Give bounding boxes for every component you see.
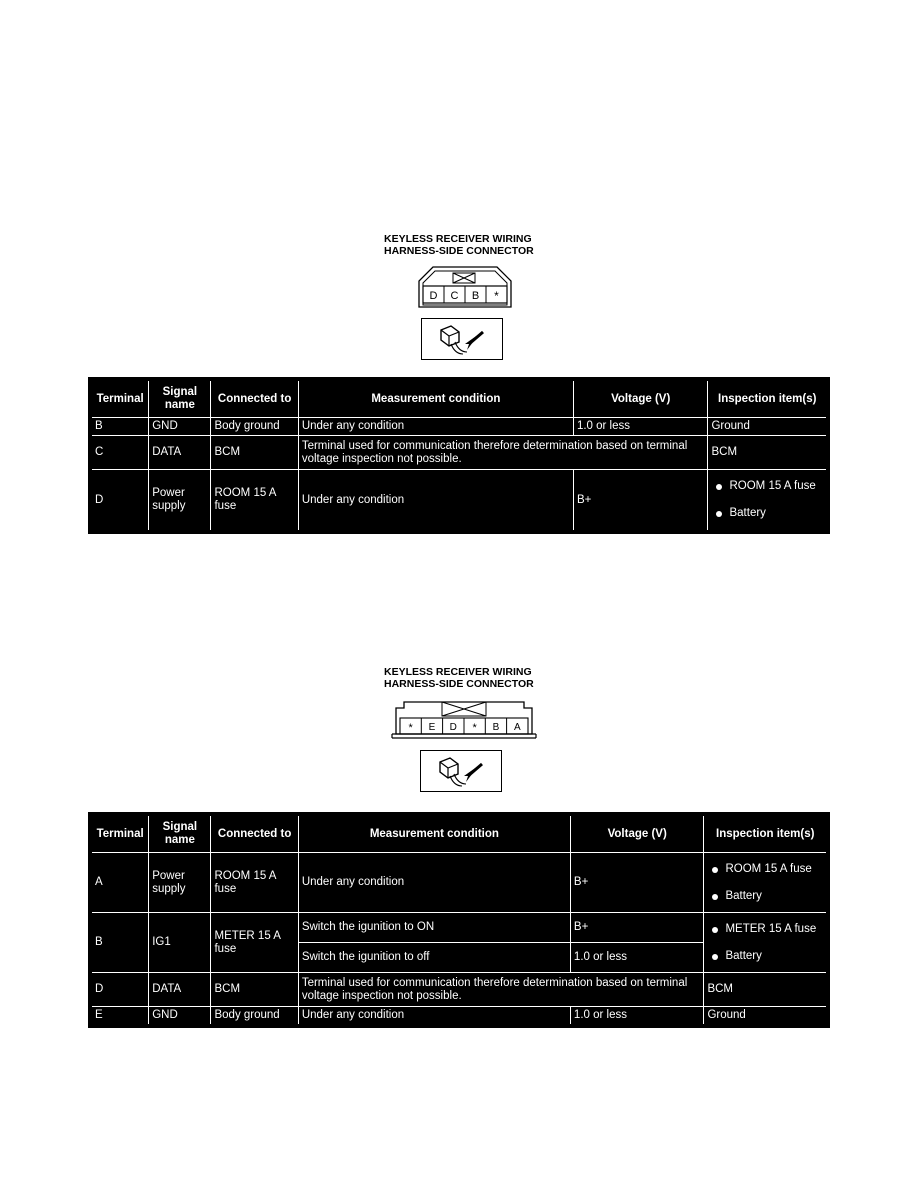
inspection-list <box>711 480 823 520</box>
pin-label: B <box>492 722 500 733</box>
pin-label: B <box>471 290 480 302</box>
cell-terminal: A <box>91 853 149 913</box>
cell-terminal: B <box>91 418 149 436</box>
cell-condition: Terminal used for communication therefore determination based on terminal voltage inspection not possible. <box>298 973 704 1007</box>
cell-inspection: BCM <box>708 436 828 470</box>
cell-inspection <box>704 913 828 973</box>
connector-title-line: KEYLESS RECEIVER WIRING <box>384 233 532 245</box>
cell-condition: Terminal used for communication therefore determination based on terminal voltage inspection not possible. <box>298 436 708 470</box>
probe-icon-1 <box>421 318 503 360</box>
cell-terminal: E <box>91 1007 149 1026</box>
cell-connected: ROOM 15 A fuse <box>211 853 298 913</box>
cell-voltage: B+ <box>570 913 704 943</box>
table-row <box>91 973 828 1007</box>
header-signal-name: Signal name <box>149 380 211 418</box>
cell-voltage: B+ <box>573 470 708 532</box>
list-item: Battery <box>707 890 823 903</box>
table-row <box>91 418 828 436</box>
cell-signal: GND <box>149 1007 211 1026</box>
cell-voltage: 1.0 or less <box>573 418 708 436</box>
cell-terminal: D <box>91 973 149 1007</box>
cell-inspection <box>704 853 828 913</box>
list-item: Battery <box>707 950 823 963</box>
table-row <box>91 470 828 532</box>
cell-terminal: B <box>91 913 149 973</box>
cell-signal: Power supply <box>149 853 211 913</box>
header-voltage: Voltage (V) <box>570 815 704 853</box>
inspection-list <box>707 863 823 903</box>
list-item: METER 15 A fuse <box>707 923 823 936</box>
cell-terminal: D <box>91 470 149 532</box>
table-row <box>91 436 828 470</box>
connector-title-line: HARNESS-SIDE CONNECTOR <box>384 245 534 257</box>
table-row <box>91 913 828 943</box>
inspection-list <box>707 923 823 963</box>
header-inspection-items: Inspection item(s) <box>708 380 828 418</box>
cell-inspection: Ground <box>704 1007 828 1026</box>
cell-signal: DATA <box>149 973 211 1007</box>
header-terminal: Terminal <box>91 815 149 853</box>
cell-connected: BCM <box>211 973 298 1007</box>
cell-terminal: C <box>91 436 149 470</box>
cell-connected: Body ground <box>211 1007 298 1026</box>
cell-signal: Power supply <box>149 470 211 532</box>
cell-condition: Switch the igunition to off <box>298 943 570 973</box>
cell-condition: Under any condition <box>298 853 570 913</box>
pin-label: * <box>472 722 477 734</box>
connector-diagram-1 <box>415 261 515 311</box>
terminal-table-1 <box>89 378 829 533</box>
list-item: Battery <box>711 507 823 520</box>
connector-title-1 <box>384 233 534 257</box>
cell-inspection: BCM <box>704 973 828 1007</box>
cell-connected: ROOM 15 A fuse <box>211 470 298 532</box>
cell-connected: METER 15 A fuse <box>211 913 298 973</box>
header-terminal: Terminal <box>91 380 149 418</box>
cell-condition: Under any condition <box>298 418 573 436</box>
pin-label: D <box>429 290 438 302</box>
pin-label: C <box>450 290 459 302</box>
connector-diagram-2 <box>390 694 538 742</box>
connector-title-2 <box>384 666 534 690</box>
list-item: ROOM 15 A fuse <box>707 863 823 876</box>
terminal-table-2 <box>89 813 829 1027</box>
table-row <box>91 1007 828 1026</box>
cell-voltage: 1.0 or less <box>570 943 704 973</box>
header-connected-to: Connected to <box>211 815 298 853</box>
cell-voltage: 1.0 or less <box>570 1007 704 1026</box>
list-item: ROOM 15 A fuse <box>711 480 823 493</box>
connector-title-line: KEYLESS RECEIVER WIRING <box>384 666 532 678</box>
cell-condition: Under any condition <box>298 1007 570 1026</box>
pin-label: D <box>449 722 457 733</box>
cell-condition: Under any condition <box>298 470 573 532</box>
pin-label: E <box>428 722 436 733</box>
header-voltage: Voltage (V) <box>573 380 708 418</box>
header-inspection-items: Inspection item(s) <box>704 815 828 853</box>
header-measurement-condition: Measurement condition <box>298 815 570 853</box>
cell-inspection: Ground <box>708 418 828 436</box>
probe-icon-2 <box>420 750 502 792</box>
pin-label: * <box>408 722 413 734</box>
header-measurement-condition: Measurement condition <box>298 380 573 418</box>
connector-title-line: HARNESS-SIDE CONNECTOR <box>384 678 534 690</box>
header-signal-name: Signal name <box>149 815 211 853</box>
cell-connected: BCM <box>211 436 298 470</box>
cell-voltage: B+ <box>570 853 704 913</box>
cell-signal: GND <box>149 418 211 436</box>
header-connected-to: Connected to <box>211 380 298 418</box>
cell-signal: DATA <box>149 436 211 470</box>
cell-inspection <box>708 470 828 532</box>
cell-connected: Body ground <box>211 418 298 436</box>
cell-signal: IG1 <box>149 913 211 973</box>
table-row <box>91 853 828 913</box>
pin-label: * <box>494 289 499 303</box>
cell-condition: Switch the igunition to ON <box>298 913 570 943</box>
pin-label: A <box>513 722 521 733</box>
